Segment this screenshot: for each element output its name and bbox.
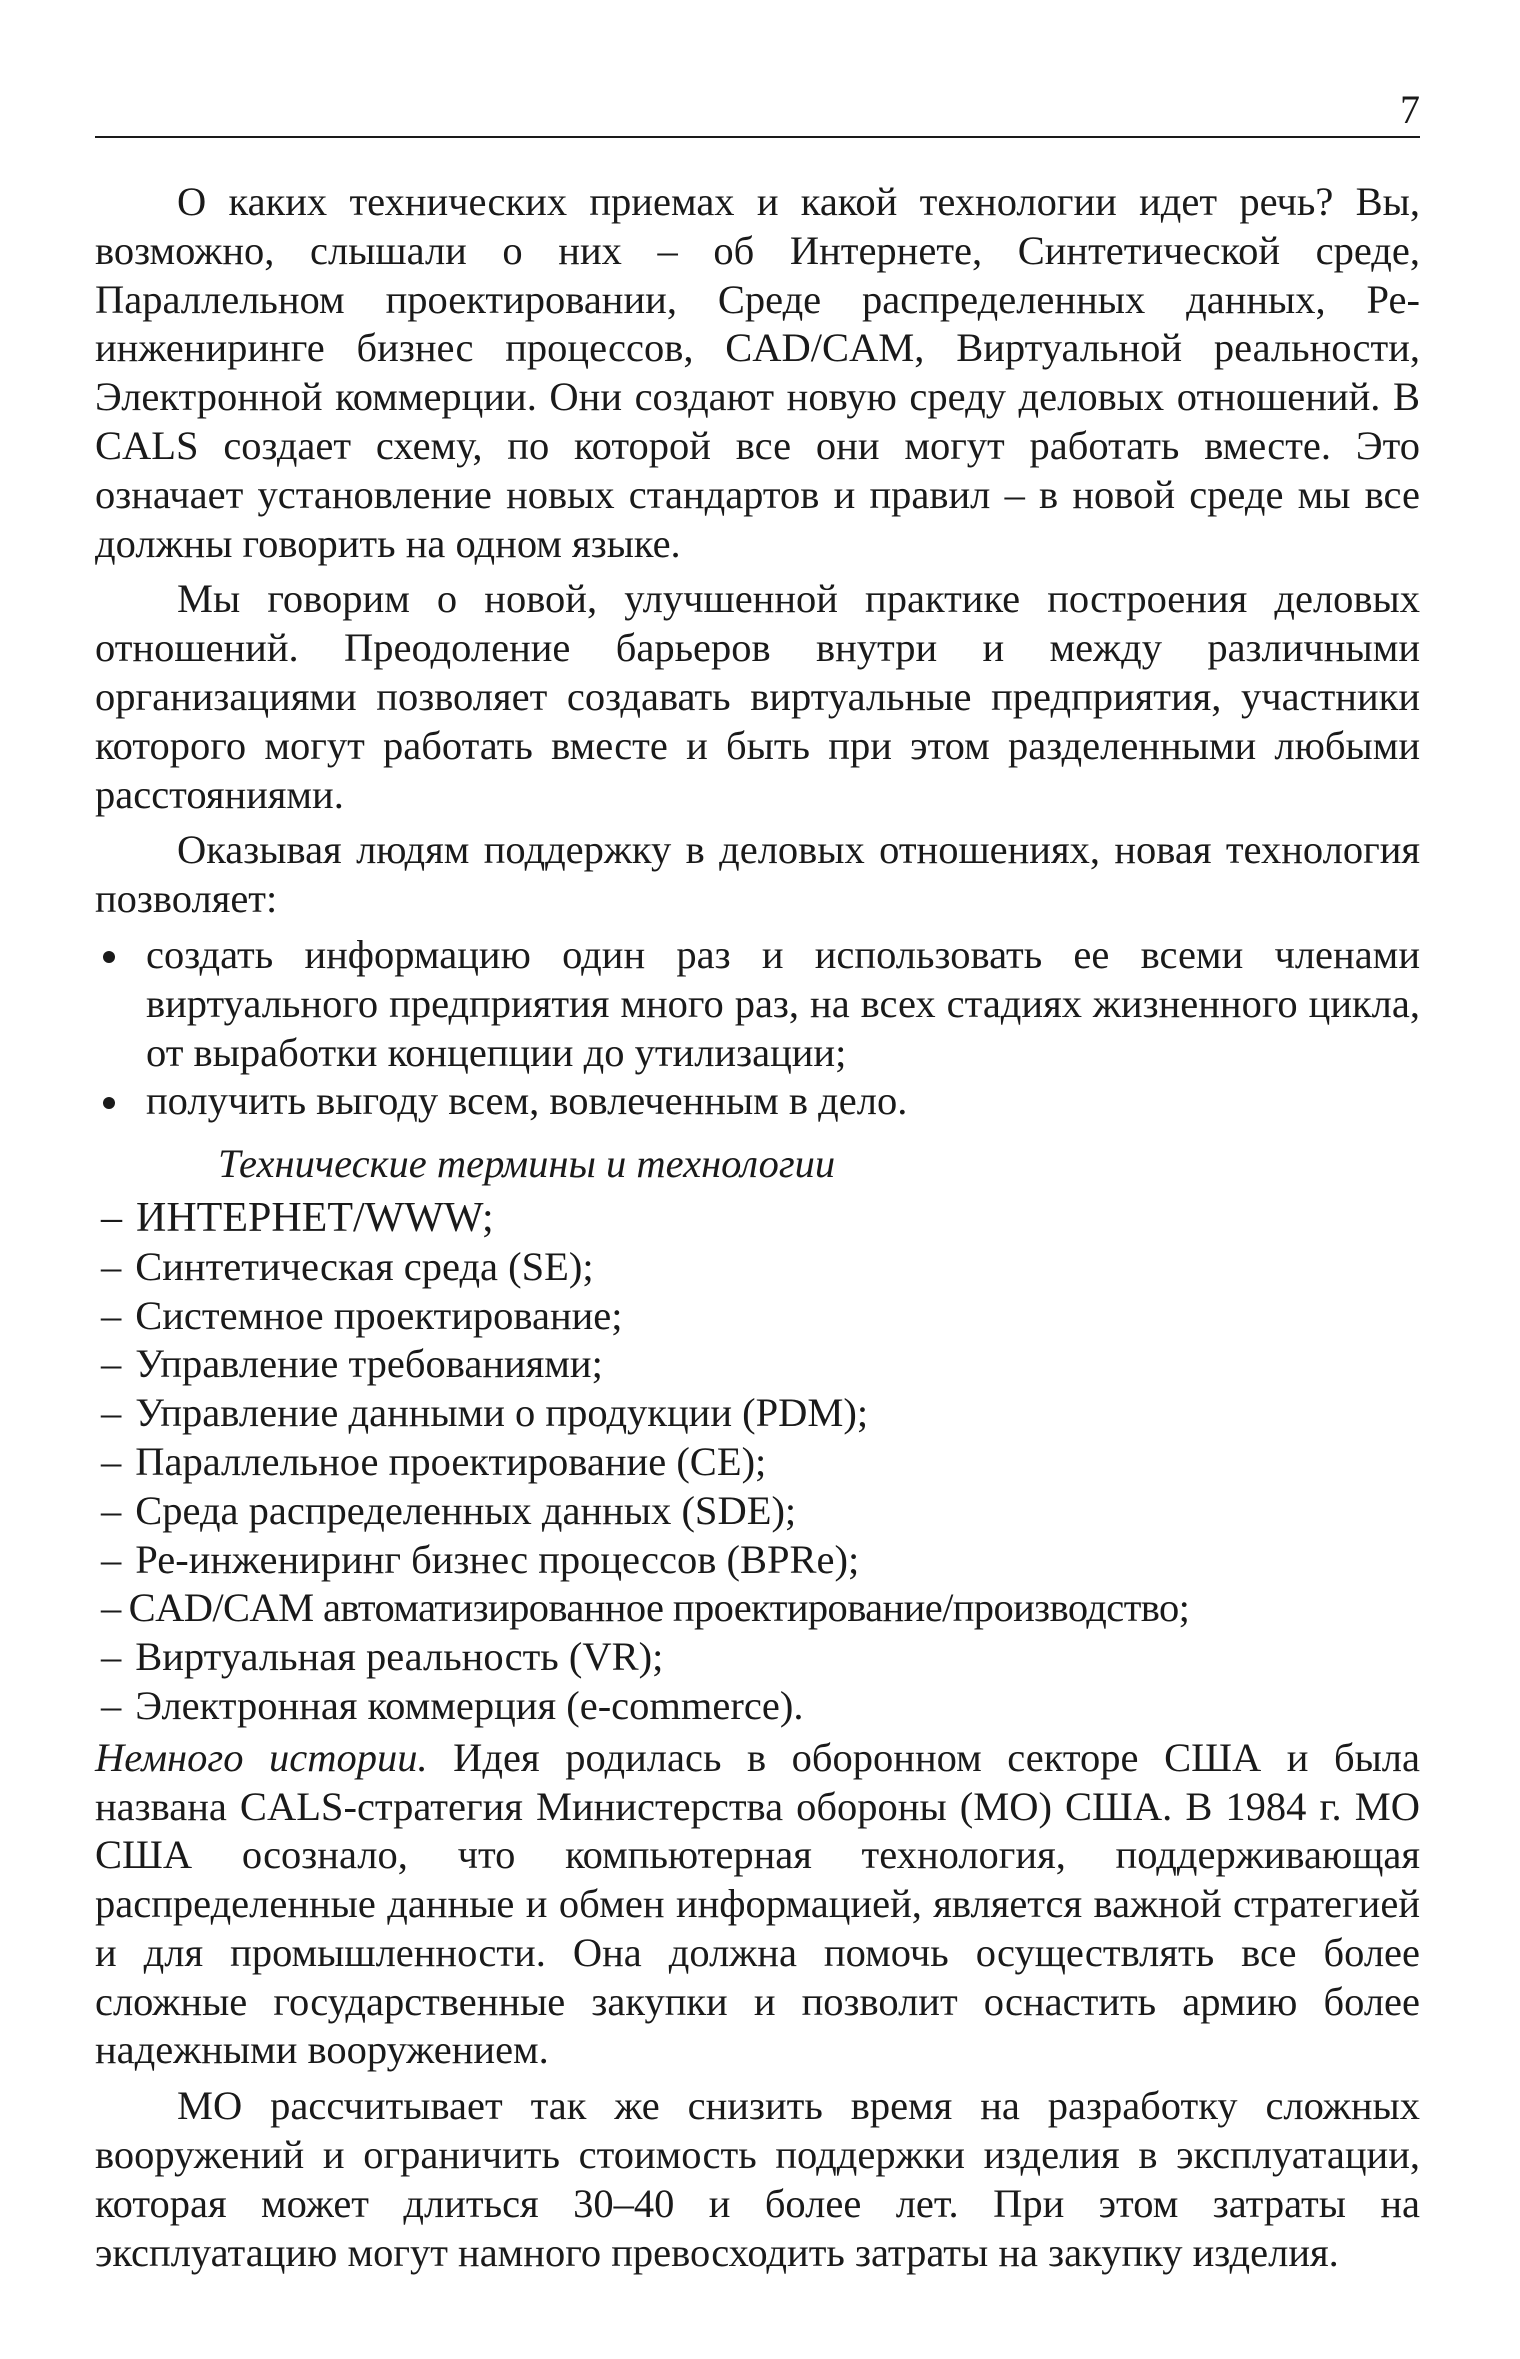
dash: – [101, 1341, 122, 1387]
dash: – [101, 1634, 122, 1680]
term-item [95, 1487, 1420, 1536]
dash: – [101, 1243, 122, 1289]
header-rule [95, 136, 1420, 138]
page-header [95, 88, 1420, 138]
paragraph-costs: МО рассчитывает так же снизить время на разработку сложных вооружений и ограничить стоимость поддержки изделия в эксплуатации, которая может длиться 30–40 и более лет. При этом затраты на эксплуатацию могут намного превосходить затраты на закупку изделия. [95, 2083, 1420, 2275]
dash: – [101, 1487, 122, 1533]
dash: – [101, 1390, 122, 1436]
dash: – [101, 1438, 122, 1484]
term-item [95, 1584, 1420, 1633]
term-item [95, 1682, 1420, 1731]
dash: – [101, 1682, 122, 1728]
bullet-item: создать информацию один раз и использовать ее всеми членами виртуального предприятия много раз, на всех стадиях жизненного цикла, от выработки концепции до утилизации; [95, 931, 1420, 1077]
term-text: Электронная коммерция (e-commerce). [135, 1682, 804, 1728]
dash: – [101, 1536, 122, 1582]
term-text: Среда распределенных данных (SDE); [135, 1487, 797, 1533]
terms-heading: Технические термины и технологии [218, 1141, 836, 1187]
term-text: CAD/CAM автоматизированное проектирование/производство; [128, 1585, 1190, 1631]
bullet-item: получить выгоду всем, вовлеченным в дело. [95, 1077, 1420, 1126]
term-text: ИНТЕРНЕТ/WWW; [136, 1194, 494, 1241]
dash: – [101, 1585, 121, 1631]
terms-list [95, 1194, 1420, 1731]
benefits-list [95, 931, 1420, 1126]
term-text: Параллельное проектирование (CE); [135, 1438, 767, 1484]
term-item [95, 1194, 1420, 1243]
term-item [95, 1243, 1420, 1292]
paragraph-history [95, 1734, 1420, 2076]
term-item [95, 1438, 1420, 1487]
dash: – [101, 1194, 122, 1241]
paragraph-support: Оказывая людям поддержку в деловых отношениях, новая технология позволяет: [95, 827, 1420, 922]
paragraph-intro: О каких технических приемах и какой технологии идет речь? Вы, возможно, слышали о них – об Интернете, Синтетической среде, Параллельном проектировании, Среде распределенных данных, Ре-инжениринге бизнес процессов, CAD/CAM, Виртуальной реальности, Электронной коммерции. Они создают новую среду деловых отношений. В CALS создает схему, по которой все они могут работать вместе. Это означает установление новых стандартов и правил – в новой среде мы все должны говорить на одном языке. [95, 179, 1420, 566]
term-text: Ре-инжениринг бизнес процессов (BPRe); [135, 1536, 860, 1582]
page-number: 7 [1400, 87, 1420, 132]
term-text: Управление данными о продукции (PDM); [135, 1390, 869, 1436]
term-item [95, 1633, 1420, 1682]
term-item [95, 1536, 1420, 1585]
dash: – [101, 1292, 122, 1338]
term-item [95, 1389, 1420, 1438]
term-item [95, 1340, 1420, 1389]
term-text: Синтетическая среда (SE); [135, 1243, 594, 1289]
history-lead: Немного истории. [95, 1734, 428, 1780]
paragraph-practice: Мы говорим о новой, улучшенной практике построения деловых отношений. Преодоление барьеров внутри и между различными организациями позволяет создавать виртуальные предприятия, участники которого могут работать вместе и быть при этом разделенными любыми расстояниями. [95, 576, 1420, 817]
term-text: Виртуальная реальность (VR); [135, 1634, 664, 1680]
history-text: Идея родилась в оборонном секторе США и была названа CALS-стратегия Министерства обороны (МО) США. В 1984 г. МО США осознало, что компьютерная технология, поддерживающая распределенные данные и обмен информацией, является важной стратегией и для промышленности. Она должна помочь осуществлять все более сложные государственные закупки и позволит оснастить армию более надежными вооружением. [95, 1734, 1420, 2073]
term-text: Системное проектирование; [135, 1292, 623, 1338]
term-item [95, 1292, 1420, 1341]
term-text: Управление требованиями; [135, 1341, 603, 1387]
body-text [95, 178, 1420, 2284]
